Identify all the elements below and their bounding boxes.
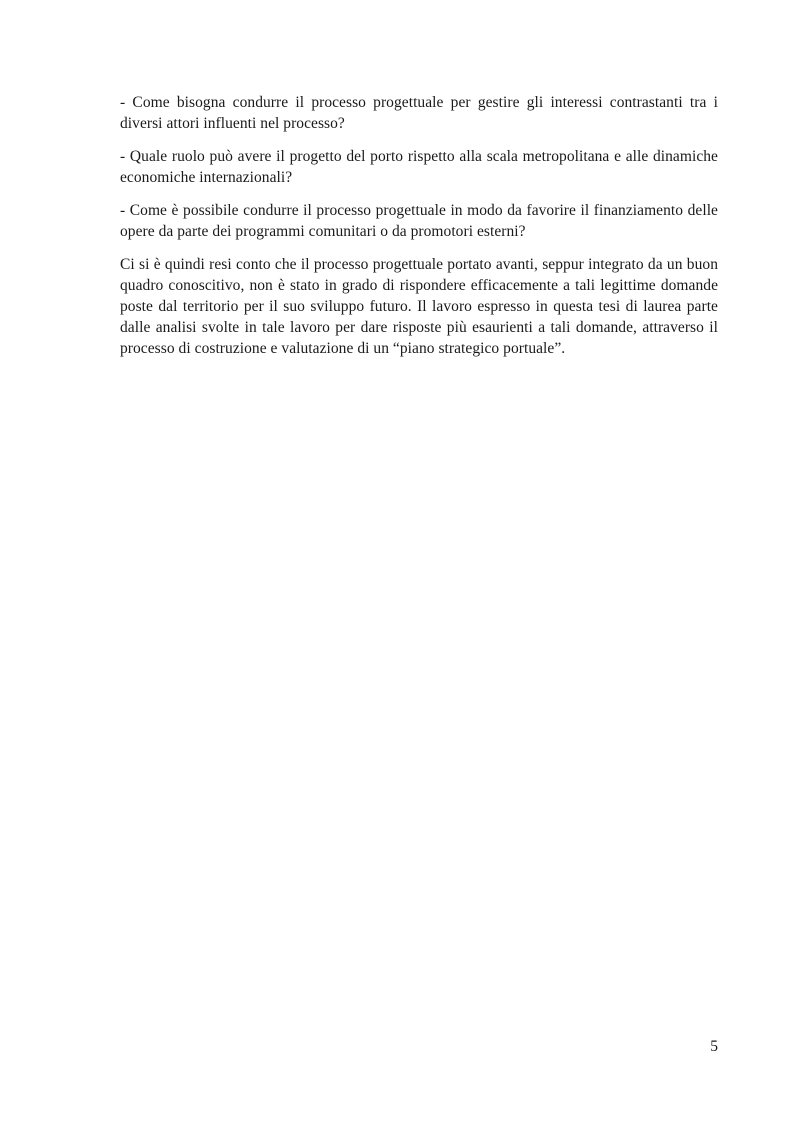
question-paragraph-2: - Quale ruolo può avere il progetto del porto rispetto alla scala metropolitana e alle dinamiche economiche internazionali?: [120, 148, 718, 186]
page-number: 5: [710, 1038, 718, 1055]
question-paragraph-1: - Come bisogna condurre il processo progettuale per gestire gli interessi contrastanti tra i diversi attori influenti nel processo?: [120, 94, 718, 132]
question-paragraph-3: - Come è possibile condurre il processo progettuale in modo da favorire il finanziamento delle opere da parte dei programmi comunitari o da promotori esterni?: [120, 202, 718, 240]
body-paragraph: Ci si è quindi resi conto che il processo progettuale portato avanti, seppur integrato da un buon quadro conoscitivo, non è stato in grado di rispondere efficacemente a tali legittime domande poste dal territorio per il suo sviluppo futuro. Il lavoro espresso in questa tesi di laurea parte dalle analisi svolte in tale lavoro per dare risposte più esaurienti a tali domande, attraverso il processo di costruzione e valutazione di un “piano strategico portuale”.: [120, 256, 718, 357]
page-body: [120, 92, 718, 359]
